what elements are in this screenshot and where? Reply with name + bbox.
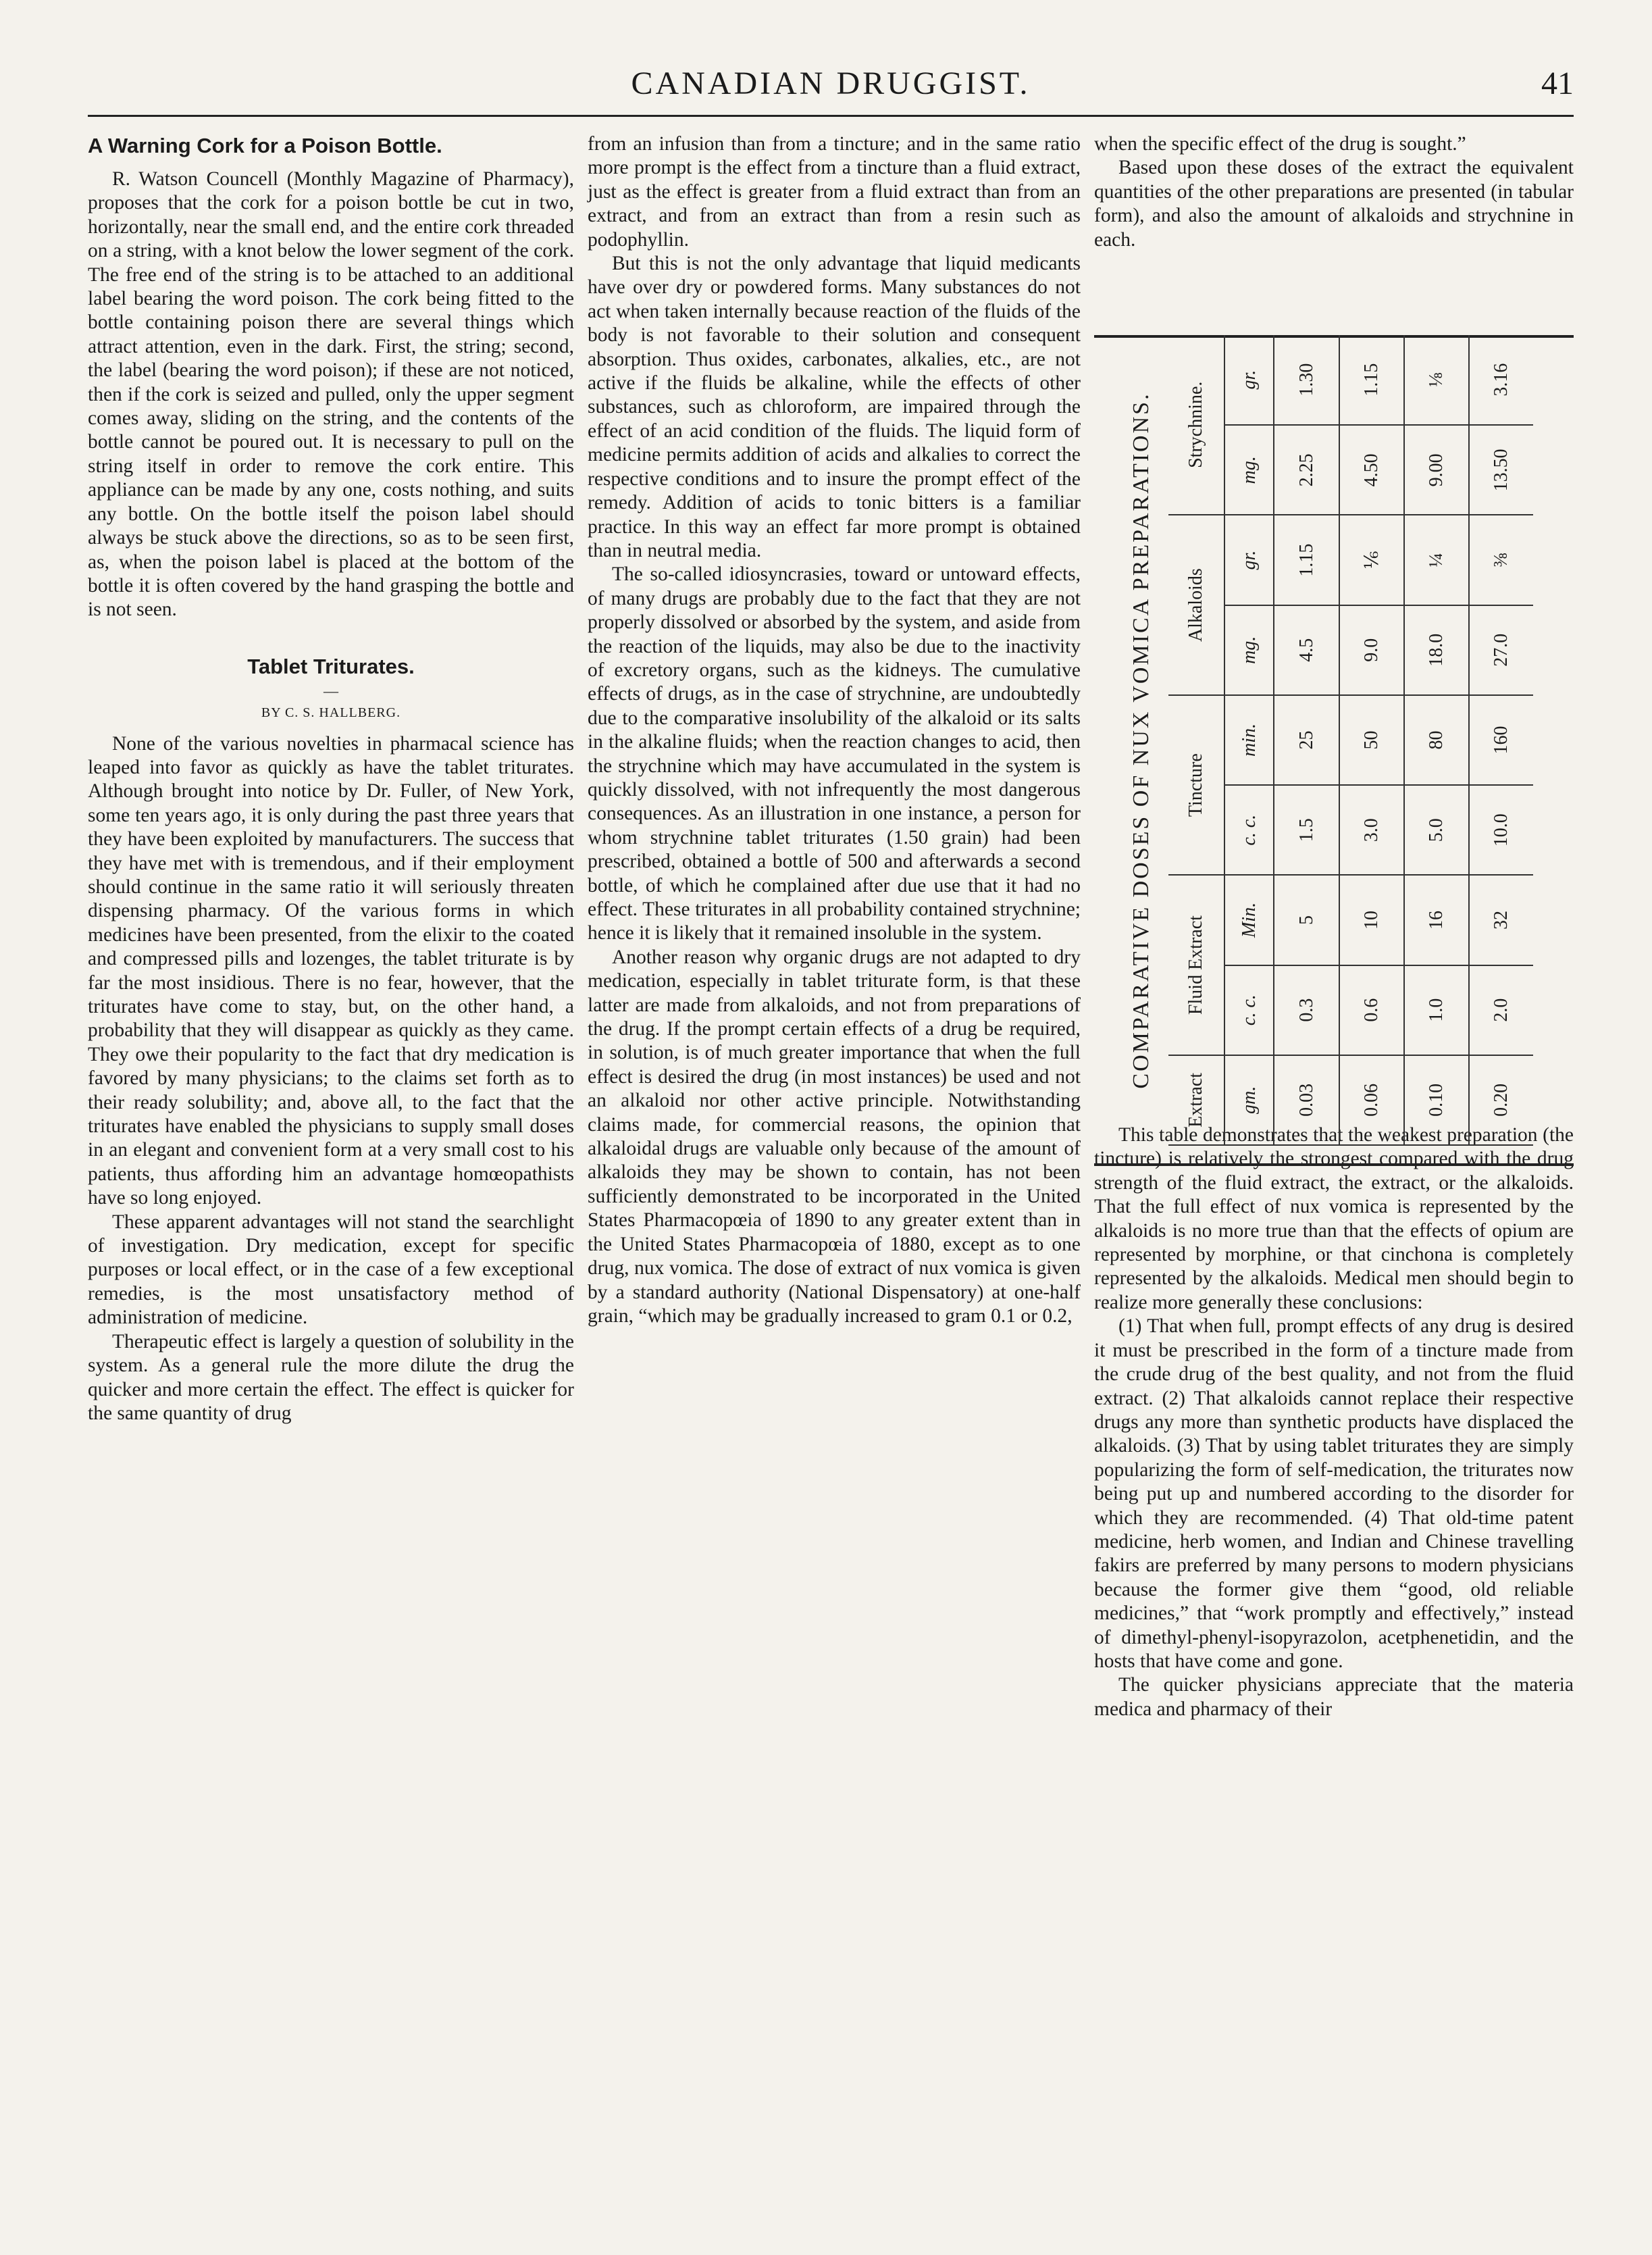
- column-1: [88, 132, 574, 1425]
- table-cell: 50: [1339, 695, 1404, 785]
- table-cell: 4.5: [1274, 605, 1339, 695]
- table-row: [1469, 335, 1533, 1145]
- table-cell: 0.6: [1339, 965, 1404, 1055]
- table-group-header: Tincture: [1168, 695, 1224, 875]
- table-cell: 0.06: [1339, 1055, 1404, 1145]
- table-cell: 160: [1469, 695, 1533, 785]
- table-group-header: Fluid Extract: [1168, 875, 1224, 1055]
- table-cell: 0.03: [1274, 1055, 1339, 1145]
- table-cell: ⅜: [1469, 515, 1533, 605]
- doses-table-container: [1094, 335, 1574, 1166]
- article-title-tablet-triturates: Tablet Triturates.: [247, 654, 415, 678]
- paragraph: Therapeutic effect is largely a question of solubility in the system. As a general rule the more dilute the drug the quicker and more certain the effect. The effect is quicker for the same quantity of drug: [88, 1330, 574, 1424]
- table-group-header: Strychnine.: [1168, 335, 1224, 515]
- table-cell: ¼: [1404, 515, 1469, 605]
- table-unit-header: Min.: [1224, 875, 1274, 965]
- table-cell: ⅙: [1339, 515, 1404, 605]
- table-cell: 10.0: [1469, 785, 1533, 875]
- byline: BY C. S. HALLBERG.: [261, 705, 401, 721]
- paragraph: (1) That when full, prompt effects of any drug is desired it must be prescribed in the form of a tincture made from the crude drug of the best quality, and not from the fluid extract. (2) That alkaloids cannot replace their respective drugs any more than synthetic products have displaced the alkaloids. (3) That by using tablet triturates they are simply popularizing the form of self-medication, the triturates now being put up and numbered according to the disorder for which they are recommended. (4) That old-time patent medicine, herb women, and Indian and Chinese travelling fakirs are preferred by many persons to modern physicians because the former give them “good, old reliable medicines,” that “work promptly and effectively,” instead of dimethyl-phenyl-isopyrazolon, acetphenetidin, and the hosts that have come and gone.: [1094, 1315, 1574, 1672]
- table-row: [1274, 335, 1339, 1145]
- table-cell: 1.15: [1274, 515, 1339, 605]
- running-title: CANADIAN DRUGGIST.: [631, 66, 1031, 101]
- table-unit-header: c. c.: [1224, 785, 1274, 875]
- table-unit-header: mg.: [1224, 605, 1274, 695]
- table-cell: 3.16: [1469, 335, 1533, 425]
- page-header: [88, 65, 1574, 112]
- table-cell: 9.0: [1339, 605, 1404, 695]
- paragraph: Based upon these doses of the extract the equivalent quantities of the other preparations are presented (in tabular form), and also the amount of alkaloids and strychnine in each.: [1094, 157, 1574, 251]
- table-bottom-rule: [1094, 1163, 1574, 1166]
- table-cell: 4.50: [1339, 425, 1404, 515]
- doses-table-rotated: [1121, 335, 1540, 1146]
- table-unit-header: min.: [1224, 695, 1274, 785]
- page-number: 41: [1541, 66, 1574, 101]
- divider: —: [324, 682, 338, 700]
- table-cell: 1.30: [1274, 335, 1339, 425]
- table-cell: 32: [1469, 875, 1533, 965]
- paragraph: The quicker physicians appreciate that the materia medica and pharmacy of their: [1094, 1674, 1574, 1720]
- table-cell: 5.0: [1404, 785, 1469, 875]
- table-group-header: Extract: [1168, 1055, 1224, 1145]
- table-cell: 25: [1274, 695, 1339, 785]
- table-cell: 0.10: [1404, 1055, 1469, 1145]
- table-cell: 18.0: [1404, 605, 1469, 695]
- paragraph: The so-called idiosyncrasies, toward or untoward effects, of many drugs are probably due to the fact that they are not properly dissolved or absorbed by the system, and aside from the reaction of the liquids, may also be due to the inactivity of excretory organs, such as the kidneys. The cumulative effects of drugs, as in the case of strychnine, are undoubtedly due to the comparative insolubility of the alkaloid or its salts in the alkaline fluids; when the reaction changes to acid, then the strychnine which may have accumulated in the system is quickly dissolved, with not infrequently the most dangerous consequences. As an illustration in one instance, a person for whom strychnine tablet triturates (1.50 grain) had been prescribed, obtained a bottle of 500 and afterwards a second bottle, of which he complained after due use that it had no effect. These triturates in all probability contained strychnine; hence it is likely that it remained insoluble in the system.: [588, 563, 1081, 944]
- header-rule: [88, 115, 1574, 117]
- table-cell: ⅛: [1404, 335, 1469, 425]
- table-unit-header: gm.: [1224, 1055, 1274, 1145]
- article-title-warning-cork: A Warning Cork for a Poison Bottle.: [88, 134, 442, 157]
- table-cell: 10: [1339, 875, 1404, 965]
- paragraph: from an infusion than from a tincture; and in the same ratio more prompt is the effect from a tincture than a fluid extract, just as the effect is greater from a fluid extract than from an extract, and from an extract than from a resin such as podophyllin.: [588, 133, 1081, 251]
- table-cell: 1.0: [1404, 965, 1469, 1055]
- table-group-header: Alkaloids: [1168, 515, 1224, 694]
- paragraph: when the specific effect of the drug is sought.”: [1094, 133, 1466, 155]
- table-cell: 0.20: [1469, 1055, 1533, 1145]
- table-row: [1404, 335, 1469, 1145]
- table-unit-header: c. c.: [1224, 965, 1274, 1055]
- table-unit-header: gr.: [1224, 515, 1274, 605]
- table-unit-header: mg.: [1224, 425, 1274, 515]
- paragraph: But this is not the only advantage that liquid medicants have over dry or powdered forms. Many substances do not act when taken internally because reaction of the fluids of the body is not favorable to their solution and consequent absorption. Thus oxides, carbonates, alkalies, etc., are not active if the fluids be alkaline, while the effects of other substances, such as chloroform, are impaired through the effect of an acid condition of the fluids. The liquid form of medicine permits addition of acids and alkalies to correct the respective conditions and to insure the prompt effect of the remedy. Addition of acids to tonic bitters is a familiar practice. In this way an effect far more prompt is obtained than in neutral media.: [588, 253, 1081, 561]
- table-cell: 2.0: [1469, 965, 1533, 1055]
- table-unit-header: gr.: [1224, 335, 1274, 425]
- table-row: [1339, 335, 1404, 1145]
- paragraph: These apparent advantages will not stand the searchlight of investigation. Dry medication, except for specific purposes or local effect, or in the case of a few exceptional remedies, is the most unsatisfactory method of administration of medicine.: [88, 1211, 574, 1329]
- table-cell: 80: [1404, 695, 1469, 785]
- table-cell: 5: [1274, 875, 1339, 965]
- doses-table: [1168, 335, 1533, 1146]
- table-cell: 27.0: [1469, 605, 1533, 695]
- table-cell: 2.25: [1274, 425, 1339, 515]
- table-cell: 1.5: [1274, 785, 1339, 875]
- paragraph: Another reason why organic drugs are not adapted to dry medication, especially in tablet triturate form, is that these latter are made from alkaloids, and not from preparations of the drug. If the prompt certain effects of a drug be required, in solution, is of much greater importance that when the full effect is desired the drug (in most instances) be used and not an alkaloid nor other active principle. Notwithstanding claims made, for commercial reasons, the opinion that alkaloidal drugs are valuable only because of the amount of alkaloids they may be shown to contain, has not been sufficiently demonstrated to be incorporated in the United States Pharmacopœia of 1890 to any greater extent than in the United States Pharmacopœia of 1880, except as to one drug, nux vomica. The dose of extract of nux vomica is given by a standard authority (National Dispensatory) at one-half grain, “which may be gradually increased to gram 0.1 or 0.2,: [588, 946, 1081, 1327]
- table-cell: 3.0: [1339, 785, 1404, 875]
- table-cell: 0.3: [1274, 965, 1339, 1055]
- table-cell: 9.00: [1404, 425, 1469, 515]
- table-cell: 1.15: [1339, 335, 1404, 425]
- table-cell: 13.50: [1469, 425, 1533, 515]
- paragraph: R. Watson Councell (Monthly Magazine of Pharmacy), proposes that the cork for a poison bottle be cut in two, horizontally, near the small end, and the entire cork threaded on a string, with a knot below the lower segment of the cork. The free end of the string is to be attached to an additional label bearing the word poison. The cork being fitted to the bottle containing poison there are several things which attract attention, even in the dark. First, the string; second, the label (bearing the word poison); if these are not noticed, then if the cork is seized and pulled, only the upper segment comes away, sliding on the string, and the contents of the bottle cannot be poured out. It is necessary to pull on the string itself in order to remove the cork entire. This appliance can be made by any one, costs nothing, and suits any bottle. On the bottle itself the poison label should always be stuck above the directions, so as to be seen first, as, when the poison label is placed at the bottom of the bottle it is often covered by the hand grasping the bottle and is not seen.: [88, 168, 574, 621]
- column-2: [588, 132, 1081, 1328]
- table-caption: COMPARATIVE DOSES OF NUX VOMICA PREPARATIONS.: [1129, 392, 1154, 1089]
- table-cell: 16: [1404, 875, 1469, 965]
- paragraph: None of the various novelties in pharmacal science has leaped into favor as quickly as have the tablet triturates. Although brought into notice by Dr. Fuller, of New York, some ten years ago, it is only during the past three years that they have been exploited by manufacturers. The success that they have met with is tremendous, and if their employment should continue in the same ratio it will seriously threaten dispensing pharmacy. Of the various forms in which medicines have been presented, from the elixir to the coated and compressed pills and lozenges, the tablet triturate is by far the most insidious. There is no fear, however, that the triturates have come to stay, but, on the other hand, a probability that they will disappear as quickly as they came. They owe their popularity to the fact that dry medication is favored by many physicians; to the claims set forth as to their ready solubility; and, above all, to the fact that the triturates have enabled the physicians to supply small doses in an elegant and convenient form at a very small cost to his patients, thus affording him an advantage homœopathists have so long enjoyed.: [88, 732, 574, 1209]
- paragraph: This table demonstrates that the weakest preparation (the tincture) is relatively the strongest compared with the drug strength of the fluid extract, the extract, or the alkaloids. That the full effect of nux vomica is represented by the alkaloids is no more true than that the effects of opium are represented by morphine, or that cinchona is completely represented by the alkaloids. Medical men should begin to realize more generally these conclusions:: [1094, 1124, 1574, 1313]
